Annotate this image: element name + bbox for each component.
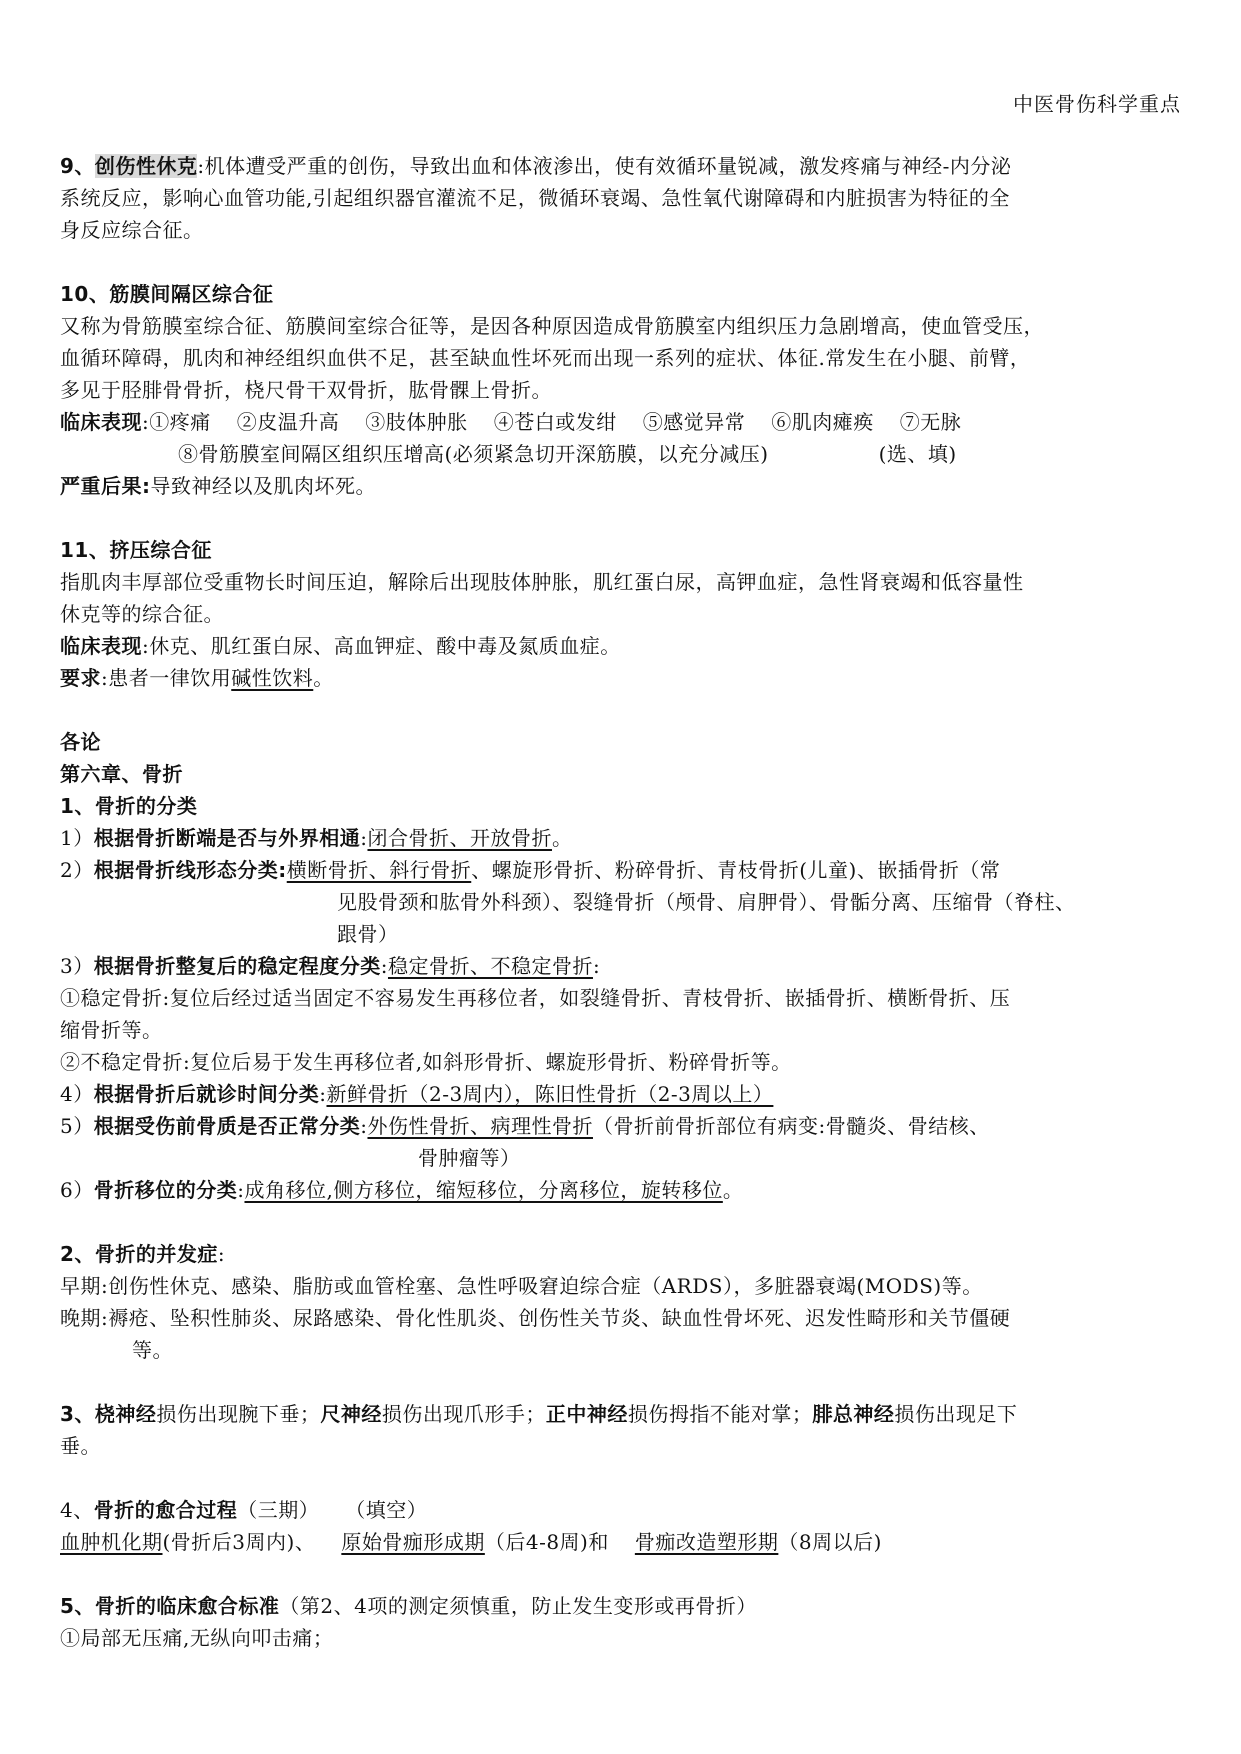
c1-item2-label: 根据骨折线形态分类: <box>93 858 287 882</box>
s11-req-pre: :患者一律饮用 <box>101 666 232 690</box>
c1-item3: 3）根据骨折整复后的稳定程度分类:稳定骨折、不稳定骨折: <box>60 954 601 978</box>
c3-term: 腓总神经 <box>812 1402 895 1426</box>
s11-clinical <box>60 630 1185 662</box>
s11-req-underlined: 碱性饮料 <box>231 666 314 690</box>
c2-late2: 等。 <box>132 1338 173 1362</box>
s10-clin-note: (选、填) <box>878 442 957 466</box>
c2-early: 早期:创伤性休克、感染、脂肪或血管栓塞、急性呼吸窘迫综合症（ARDS），多脏器衰竭(MODS)等。 <box>60 1274 983 1298</box>
c1-item2-line2: 见股骨颈和肱骨外科颈）、裂缝骨折（颅骨、肩胛骨）、骨骺分离、压缩骨（脊柱、 <box>337 890 1076 914</box>
c1-item5: 5）根据受伤前骨质是否正常分类:外伤性骨折、病理性骨折（骨折前骨折部位有病变:骨髓炎、骨结核、 <box>60 1114 990 1138</box>
s10-desc3: 多见于胫腓骨骨折，桡尺骨干双骨折，肱骨髁上骨折。 <box>60 378 552 402</box>
s11-requirement: 要求:患者一律饮用碱性饮料。 <box>60 666 334 690</box>
c5-title: 5、骨折的临床愈合标准（第2、4项的测定须慎重，防止发生变形或再骨折） <box>60 1594 757 1618</box>
s11-title: 11、挤压综合征 <box>60 538 212 562</box>
c4-title: 4、骨折的愈合过程（三期） （填空） <box>60 1498 428 1522</box>
c1-item2-answer: 横断骨折、斜行骨折 <box>286 858 472 882</box>
c1-item5-answer: 外伤性骨折、病理性骨折 <box>367 1114 593 1138</box>
s10-clin-label: 临床表现 <box>60 410 142 434</box>
c1-item6-answer: 成角移位,侧方移位，缩短移位，分离移位，旋转移位 <box>244 1178 723 1202</box>
s10-clin-item: ⑤感觉异常 <box>642 410 746 434</box>
c1-item5-label: 根据受伤前骨质是否正常分类 <box>93 1114 361 1138</box>
s10-clin-item: ④苍白或发绀 <box>493 410 617 434</box>
section-ge: 各论 <box>60 730 101 754</box>
s10-desc1: 又称为骨筋膜室综合征、筋膜间室综合征等，是因各种原因造成骨筋膜室内组织压力急剧增高，使血管受压， <box>60 314 1044 338</box>
chapter-6-title: 第六章、骨折 <box>60 762 183 786</box>
document-body <box>60 150 1185 1654</box>
c1-title: 1、骨折的分类 <box>60 794 198 818</box>
s10-sev-label: 严重后果 <box>60 474 142 498</box>
c1-item4-label: 根据骨折后就诊时间分类 <box>93 1082 320 1106</box>
c3-term: 桡神经 <box>94 1402 157 1426</box>
s10-clin-item: ⑦无脉 <box>899 410 962 434</box>
c4-phase: 骨痂改造塑形期 <box>634 1530 779 1554</box>
c3-term: 正中神经 <box>545 1402 628 1426</box>
c1-stable1: ①稳定骨折:复位后经过适当固定不容易发生再移位者，如裂缝骨折、青枝骨折、嵌插骨折、横断骨折、压 <box>60 986 1011 1010</box>
c3-term: 尺神经 <box>320 1402 382 1426</box>
c1-item2: 2）根据骨折线形态分类:横断骨折、斜行骨折、螺旋形骨折、粉碎骨折、青枝骨折(儿童)、嵌插骨折（常 <box>60 858 1001 882</box>
s10-sev-text: 导致神经以及肌肉坏死。 <box>150 474 376 498</box>
s10-clin-item: ③肢体肿胀 <box>365 410 468 434</box>
s9-line1 <box>60 150 1185 182</box>
c4-phase: 原始骨痂形成期 <box>341 1530 485 1554</box>
s10-desc2: 血循环障碍，肌肉和神经组织血供不足，甚至缺血性坏死而出现一系列的症状、体征.常发生在小腿、前臂， <box>60 346 1031 370</box>
s10-clin-item: ②皮温升高 <box>236 410 340 434</box>
c1-item1-label: 根据骨折断端是否与外界相通 <box>93 826 361 850</box>
c1-item6: 6）骨折移位的分类:成角移位,侧方移位，缩短移位，分离移位，旋转移位。 <box>60 1178 744 1202</box>
s11-desc1: 指肌肉丰厚部位受重物长时间压迫，解除后出现肢体肿胀，肌红蛋白尿，高钾血症，急性肾衰竭和低容量性 <box>60 570 1024 594</box>
s10-clin-item: ⑥肌肉瘫痪 <box>771 410 874 434</box>
c3-line1: 3、桡神经损伤出现腕下垂；尺神经损伤出现爪形手；正中神经损伤拇指不能对掌；腓总神经损伤出现足下 <box>60 1402 1018 1426</box>
c1-item6-label: 骨折移位的分类 <box>93 1178 238 1202</box>
c1-item1-answer: 闭合骨折、开放骨折 <box>367 826 552 850</box>
page-header: 中医骨伤科学重点 <box>1013 92 1181 116</box>
s10-clinical: 临床表现:①疼痛 ②皮温升高 ③肢体肿胀 ④苍白或发绀 ⑤感觉异常 ⑥肌肉瘫痪 ⑦无脉 <box>60 410 962 434</box>
c1-stable1b: 缩骨折等。 <box>60 1018 163 1042</box>
c1-item5-line2: 骨肿瘤等） <box>418 1146 521 1170</box>
s10-severe: 严重后果:导致神经以及肌肉坏死。 <box>60 474 376 498</box>
s9-line2: 系统反应，影响心血管功能,引起组织器官灌流不足，微循环衰竭、急性氧代谢障碍和内脏损害为特征的全 <box>60 186 1010 210</box>
s10-title: 10、筋膜间隔区综合征 <box>60 282 274 306</box>
s9-line3: 身反应综合征。 <box>60 218 204 242</box>
c4-phase: 血肿机化期 <box>60 1530 163 1554</box>
s10-clin-item: ①疼痛 <box>149 410 211 434</box>
s11-desc2: 休克等的综合征。 <box>60 602 224 626</box>
c1-item1: 1）根据骨折断端是否与外界相通:闭合骨折、开放骨折。 <box>60 826 573 850</box>
s11-clin-label: 临床表现 <box>60 634 142 658</box>
c4-phases: 血肿机化期(骨折后3周内)、 原始骨痂形成期（后4-8周)和 骨痂改造塑形期（8周以后) <box>60 1530 882 1554</box>
s9-text1: :机体遭受严重的创伤，导致出血和体液渗出，使有效循环量锐减，激发疼痛与神经-内分泌 <box>197 154 1012 178</box>
s9-term: 创伤性休克 <box>94 154 198 178</box>
c1-item4-answer: 新鲜骨折（2-3周内），陈旧性骨折（2-3周以上） <box>326 1082 774 1106</box>
c1-item3-answer: 稳定骨折、不稳定骨折 <box>387 954 593 978</box>
c1-stable2: ②不稳定骨折:复位后易于发生再移位者,如斜形骨折、螺旋形骨折、粉碎骨折等。 <box>60 1050 792 1074</box>
s11-clin-text: :休克、肌红蛋白尿、高血钾症、酸中毒及氮质血症。 <box>142 634 621 658</box>
c2-title: 2、骨折的并发症: <box>60 1242 226 1266</box>
s9-num: 9、 <box>60 154 95 178</box>
c2-late: 晚期:褥疮、坠积性肺炎、尿路感染、骨化性肌炎、创伤性关节炎、缺血性骨坏死、迟发性畸形和关节僵硬 <box>60 1306 1011 1330</box>
s10-clin-8: ⑧骨筋膜室间隔区组织压增高(必须紧急切开深筋膜，以充分减压) <box>178 442 769 466</box>
s11-req-label: 要求 <box>60 666 101 690</box>
s10-clinical-8 <box>60 438 1185 470</box>
c3-line2: 垂。 <box>60 1434 101 1458</box>
c1-item4: 4）根据骨折后就诊时间分类:新鲜骨折（2-3周内），陈旧性骨折（2-3周以上） <box>60 1082 774 1106</box>
c1-item2-line3: 跟骨） <box>337 922 399 946</box>
c1-item3-label: 根据骨折整复后的稳定程度分类 <box>93 954 381 978</box>
c5-item1: ①局部无压痛,无纵向叩击痛； <box>60 1626 334 1650</box>
